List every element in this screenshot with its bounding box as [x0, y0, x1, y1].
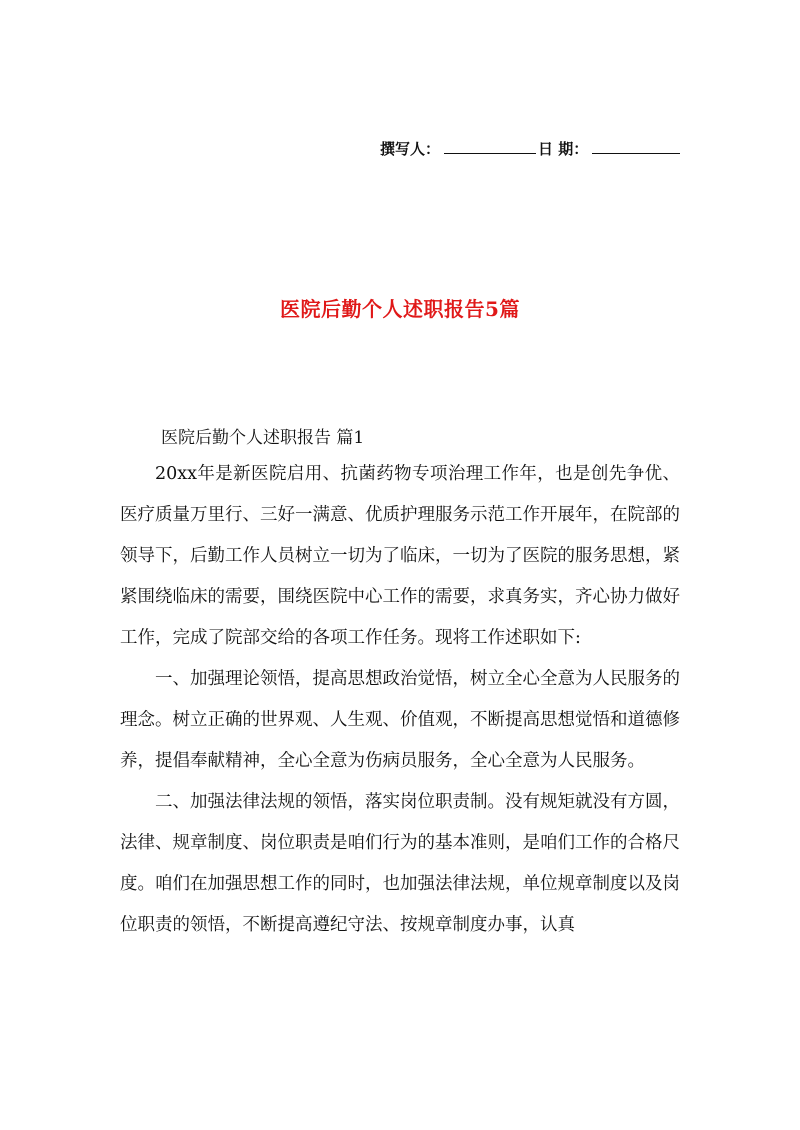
- date-label: 日 期：: [538, 140, 589, 158]
- document-header: [380, 138, 680, 159]
- body-paragraph: 一、加强理论领悟，提高思想政治觉悟，树立全心全意为人民服务的理念。树立正确的世界观、人生观、价值观，不断提高思想觉悟和道德修养，提倡奉献精神，全心全意为伤病员服务，全心全意为人民服务。: [120, 669, 680, 771]
- body-paragraph: 二、加强法律法规的领悟，落实岗位职责制。没有规矩就没有方圆，法律、规章制度、岗位职责是咱们行为的基本准则，是咱们工作的合格尺度。咱们在加强思想工作的同时，也加强法律法规，单位规章制度以及岗位职责的领悟，不断提高遵纪守法、按规章制度办事，认真: [120, 792, 680, 935]
- document-title: 医院后勤个人述职报告5篇: [280, 297, 520, 321]
- author-blank-line: [444, 139, 536, 154]
- body-paragraph: 20xx年是新医院启用、抗菌药物专项治理工作年，也是创先争优、医疗质量万里行、三好一满意、优质护理服务示范工作开展年，在院部的领导下，后勤工作人员树立一切为了临床，一切为了医院的服务思想，紧紧围绕临床的需要，围绕医院中心工作的需要，求真务实，齐心协力做好工作，完成了院部交给的各项工作任务。现将工作述职如下:: [120, 464, 680, 648]
- document-body: [120, 454, 680, 946]
- date-blank-line: [592, 139, 680, 154]
- author-label: 撰写人：: [380, 140, 441, 158]
- section-subtitle: 医院后勤个人述职报告 篇1: [161, 428, 365, 448]
